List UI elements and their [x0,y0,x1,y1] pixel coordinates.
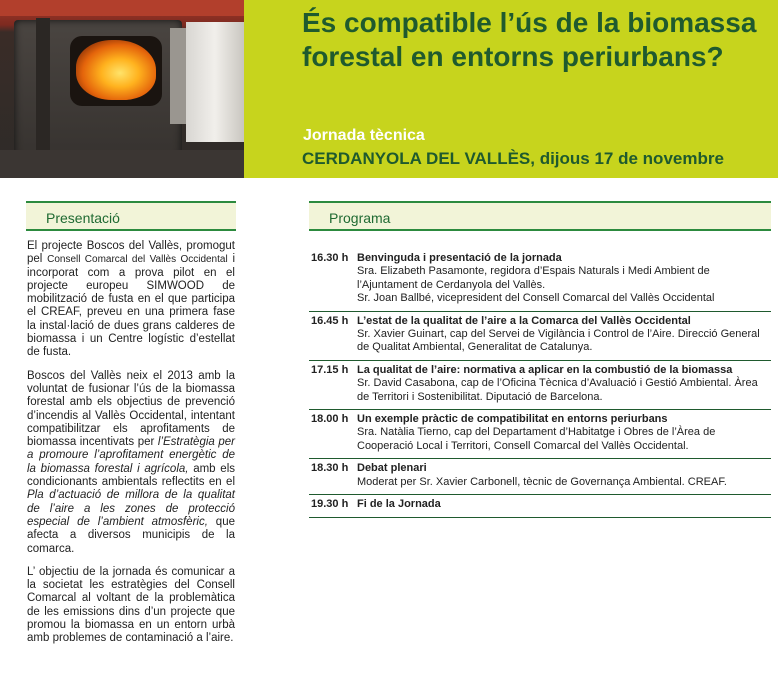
item-time: 18.00 h [311,413,349,426]
item-time: 19.30 h [311,498,349,511]
item-detail: Sr. Joan Ballbé, vicepresident del Consell Comarcal del Vallès Occidental [357,292,715,305]
p2-text-c: amb els condicionants ambientals reflectits en el [27,462,235,489]
p2-text-d: Pla d’actuació de millora de la qualitat de l’aire a les zones de protecció especial de l’ambient atmosfèric, [27,489,235,528]
p1-text-a: El projecte Boscos del Vallès, promogut pel [27,240,235,266]
item-detail: Sr. Xavier Guinart, cap del Servei de Vigilància i Control de l’Aire. Direcció General de Qualitat Ambiental, Generalitat de Catalunya. [357,328,760,354]
presentacio-paragraph-3: L’ objectiu de la jornada és comunicar a la societat les estratègies del Consell Comarcal al voltant de la problemàtica de les emissions dins d’un projecte que promou la biomassa en un entorn urbà amb problemes de contaminació a l’aire. [27,565,235,645]
p2-text-e: que afecta a diversos municipis de la comarca. [27,515,235,555]
item-time: 18.30 h [311,462,349,475]
item-title: L’estat de la qualitat de l’aire a la Comarca del Vallès Occidental [357,314,691,327]
programa-item [309,410,771,459]
item-detail: Sra. Natàlia Tierno, cap del Departament d’Habitatge i Obres de l’Àrea de Cooperació Local i Territori, Consell Comarcal del Vallès Occidental. [357,426,716,452]
p2-text-b: l’Estratègia per a promoure l’aprofitament energètic de la biomassa forestal i agrícola, [27,436,235,475]
item-detail: Sra. Elizabeth Pasamonte, regidora d’Espais Naturals i Medi Ambient de l’Ajuntament de Cerdanyola del Vallès. [357,265,710,291]
event-location-date: CERDANYOLA DEL VALLÈS, dijous 17 de novembre [302,149,724,168]
item-time: 17.15 h [311,363,349,376]
item-title: Un exemple pràctic de compatibilitat en entorns periurbans [357,413,668,426]
programa-item [309,249,771,312]
item-time: 16.45 h [311,314,349,327]
boiler-photo [0,0,244,178]
programa-item [309,361,771,410]
item-title: Fi de la Jornada [357,498,441,511]
programa-list [309,249,771,518]
page-title: És compatible l’ús de la biomassa forestal en entorns periurbans? [302,7,757,72]
programa-item [309,459,771,495]
presentacio-heading [26,201,236,231]
programa-heading-label: Programa [329,210,391,226]
item-detail: Sr. David Casabona, cap de l’Oficina Tècnica d’Avaluació i Gestió Ambiental. Àrea de Territori i Sostenibilitat. Diputació de Barcelona. [357,377,758,403]
item-time: 16.30 h [311,252,349,264]
presentacio-heading-label: Presentació [46,210,120,226]
item-detail: Moderat per Sr. Xavier Carbonell, tècnic de Governança Ambiental. CREAF. [357,475,727,488]
item-title: Benvinguda i presentació de la jornada [357,252,562,264]
programa-item [309,495,771,517]
presentacio-paragraph-1 [27,240,235,360]
item-title: La qualitat de l’aire: normativa a aplicar en la combustió de la biomassa [357,363,733,376]
event-subtitle: Jornada tècnica [303,127,425,144]
programa-item [309,312,771,361]
p1-text-b: Consell Comarcal del Vallès Occidental [47,254,228,266]
programa-heading [309,201,771,231]
item-title: Debat plenari [357,462,427,475]
p1-text-c: i incorporat com a prova pilot en el projecte europeu SIMWOOD de mobilització de fusta en el que participa el CREAF, preveu en una primera fase la instal·lació de dues grans calderes de biomassa i un Centre logístic d’estellat de fusta. [27,253,235,359]
presentacio-body [27,240,235,656]
p2-text-a: Boscos del Vallès neix el 2013 amb la voluntat de fusionar l’ús de la biomassa forestal amb els objectius de prevenció d’incendis al Vallès Occidental, intentant compatibilitzar els aprofitaments de biomassa incentivats per [27,369,235,449]
presentacio-paragraph-2 [27,370,235,556]
header-banner [0,0,778,178]
